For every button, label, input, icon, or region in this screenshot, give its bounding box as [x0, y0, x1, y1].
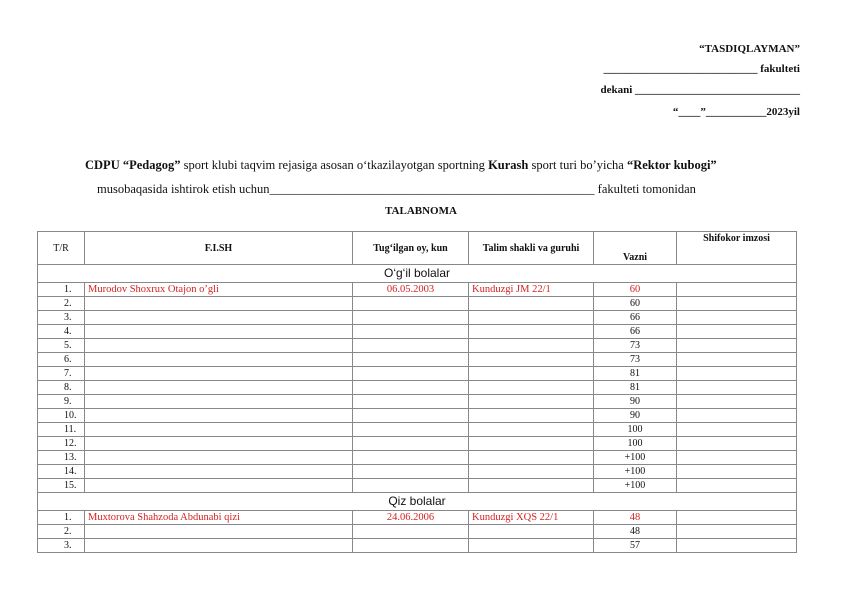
- participant-name: [85, 409, 353, 423]
- weight-class: 57: [594, 539, 677, 553]
- weight-class: 100: [594, 437, 677, 451]
- row-number: 2.: [38, 525, 85, 539]
- row-number: 9.: [38, 395, 85, 409]
- row-number: 15.: [38, 479, 85, 493]
- row-number: 7.: [38, 367, 85, 381]
- participant-name: [85, 325, 353, 339]
- doctor-signature: [677, 451, 797, 465]
- birth-date: 06.05.2003: [353, 283, 469, 297]
- intro-line-2: musobaqasida ishtirok etish uchun____________________________________________________ fakulteti tomonidan: [97, 182, 696, 196]
- doctor-signature: [677, 511, 797, 525]
- dean-line: dekani ______________________________: [600, 84, 800, 96]
- table-row: [38, 283, 797, 297]
- doctor-signature: [677, 339, 797, 353]
- study-group: [469, 479, 594, 493]
- col-header-name: F.I.SH: [85, 232, 353, 265]
- intro-club: “Pedagog”: [122, 158, 181, 172]
- section-girls-label: Qiz bolalar: [38, 493, 797, 511]
- participant-name: [85, 297, 353, 311]
- birth-date: [353, 297, 469, 311]
- participant-name: [85, 479, 353, 493]
- table-row: [38, 423, 797, 437]
- study-group: Kunduzgi XQS 22/1: [469, 511, 594, 525]
- section-boys-label: O‘g‘il bolalar: [38, 265, 797, 283]
- col-header-group: Talim shakli va guruhi: [469, 232, 594, 265]
- application-table: [37, 231, 797, 553]
- table-row: [38, 325, 797, 339]
- birth-date: [353, 353, 469, 367]
- doctor-signature: [677, 381, 797, 395]
- study-group: [469, 465, 594, 479]
- participant-name: [85, 367, 353, 381]
- table-body: [38, 265, 797, 553]
- birth-date: [353, 367, 469, 381]
- study-group: [469, 381, 594, 395]
- table-header-row: [38, 232, 797, 265]
- row-number: 4.: [38, 325, 85, 339]
- intro-org: CDPU: [85, 158, 123, 172]
- weight-class: +100: [594, 465, 677, 479]
- table-row: [38, 381, 797, 395]
- birth-date: [353, 339, 469, 353]
- table-row: [38, 367, 797, 381]
- row-number: 3.: [38, 311, 85, 325]
- approval-title: “TASDIQLAYMAN”: [699, 43, 800, 55]
- study-group: [469, 339, 594, 353]
- participant-name: [85, 395, 353, 409]
- weight-class: +100: [594, 479, 677, 493]
- row-number: 5.: [38, 339, 85, 353]
- study-group: [469, 395, 594, 409]
- weight-class: 66: [594, 311, 677, 325]
- doctor-signature: [677, 525, 797, 539]
- study-group: [469, 423, 594, 437]
- study-group: [469, 525, 594, 539]
- weight-class: 60: [594, 283, 677, 297]
- row-number: 12.: [38, 437, 85, 451]
- row-number: 3.: [38, 539, 85, 553]
- intro-text: sport klubi taqvim rejasiga asosan o‘tkazilayotgan sportning: [180, 158, 489, 172]
- col-header-signature: Shifokor imzosi: [677, 232, 797, 265]
- birth-date: [353, 437, 469, 451]
- weight-class: 48: [594, 525, 677, 539]
- study-group: [469, 311, 594, 325]
- study-group: [469, 451, 594, 465]
- doctor-signature: [677, 297, 797, 311]
- row-number: 10.: [38, 409, 85, 423]
- participant-name: [85, 423, 353, 437]
- study-group: [469, 409, 594, 423]
- weight-class: 60: [594, 297, 677, 311]
- participant-name: Muxtorova Shahzoda Abdunabi qizi: [85, 511, 353, 525]
- participant-name: [85, 381, 353, 395]
- col-header-weight: Vazni: [594, 232, 677, 265]
- row-number: 13.: [38, 451, 85, 465]
- birth-date: [353, 465, 469, 479]
- participant-name: [85, 437, 353, 451]
- weight-class: 66: [594, 325, 677, 339]
- study-group: [469, 539, 594, 553]
- doctor-signature: [677, 465, 797, 479]
- table-row: [38, 297, 797, 311]
- weight-class: 100: [594, 423, 677, 437]
- weight-class: 81: [594, 367, 677, 381]
- doctor-signature: [677, 409, 797, 423]
- table-row: [38, 353, 797, 367]
- study-group: [469, 353, 594, 367]
- doctor-signature: [677, 423, 797, 437]
- intro-cup: “Rektor kubogi”: [626, 158, 717, 172]
- birth-date: [353, 451, 469, 465]
- col-header-number: T/R: [38, 232, 85, 265]
- section-boys: [38, 265, 797, 283]
- participant-name: [85, 311, 353, 325]
- intro-text-2: sport turi bo’yicha: [528, 158, 627, 172]
- row-number: 11.: [38, 423, 85, 437]
- doctor-signature: [677, 395, 797, 409]
- table-row: [38, 479, 797, 493]
- birth-date: 24.06.2006: [353, 511, 469, 525]
- intro-line-1: [85, 158, 717, 173]
- row-number: 6.: [38, 353, 85, 367]
- doctor-signature: [677, 353, 797, 367]
- intro-sport: Kurash: [488, 158, 529, 172]
- table-row: [38, 409, 797, 423]
- participant-name: [85, 339, 353, 353]
- birth-date: [353, 409, 469, 423]
- birth-date: [353, 311, 469, 325]
- participant-name: [85, 353, 353, 367]
- participant-name: [85, 465, 353, 479]
- date-line: “____”___________2023yil: [672, 106, 800, 118]
- study-group: [469, 367, 594, 381]
- row-number: 1.: [38, 511, 85, 525]
- birth-date: [353, 325, 469, 339]
- birth-date: [353, 423, 469, 437]
- table-row: [38, 339, 797, 353]
- faculty-line: ____________________________ fakulteti: [603, 63, 800, 75]
- birth-date: [353, 525, 469, 539]
- weight-class: 90: [594, 409, 677, 423]
- birth-date: [353, 395, 469, 409]
- section-girls: [38, 493, 797, 511]
- table-row: [38, 451, 797, 465]
- participant-name: [85, 451, 353, 465]
- col-header-dob: Tug‘ilgan oy, kun: [353, 232, 469, 265]
- weight-class: 73: [594, 353, 677, 367]
- doctor-signature: [677, 479, 797, 493]
- table-row: [38, 511, 797, 525]
- study-group: [469, 437, 594, 451]
- table-row: [38, 395, 797, 409]
- table-row: [38, 525, 797, 539]
- participant-name: [85, 539, 353, 553]
- table-row: [38, 437, 797, 451]
- table-row: [38, 539, 797, 553]
- weight-class: 73: [594, 339, 677, 353]
- study-group: Kunduzgi JM 22/1: [469, 283, 594, 297]
- row-number: 8.: [38, 381, 85, 395]
- table-row: [38, 465, 797, 479]
- birth-date: [353, 479, 469, 493]
- study-group: [469, 325, 594, 339]
- birth-date: [353, 381, 469, 395]
- doctor-signature: [677, 367, 797, 381]
- table-row: [38, 311, 797, 325]
- weight-class: 90: [594, 395, 677, 409]
- weight-class: 48: [594, 511, 677, 525]
- weight-class: +100: [594, 451, 677, 465]
- row-number: 14.: [38, 465, 85, 479]
- doctor-signature: [677, 325, 797, 339]
- study-group: [469, 297, 594, 311]
- birth-date: [353, 539, 469, 553]
- participant-name: Murodov Shoxrux Otajon o’gli: [85, 283, 353, 297]
- weight-class: 81: [594, 381, 677, 395]
- doctor-signature: [677, 311, 797, 325]
- participant-name: [85, 525, 353, 539]
- row-number: 2.: [38, 297, 85, 311]
- row-number: 1.: [38, 283, 85, 297]
- doctor-signature: [677, 437, 797, 451]
- doctor-signature: [677, 283, 797, 297]
- doctor-signature: [677, 539, 797, 553]
- document-title: TALABNOMA: [385, 205, 457, 217]
